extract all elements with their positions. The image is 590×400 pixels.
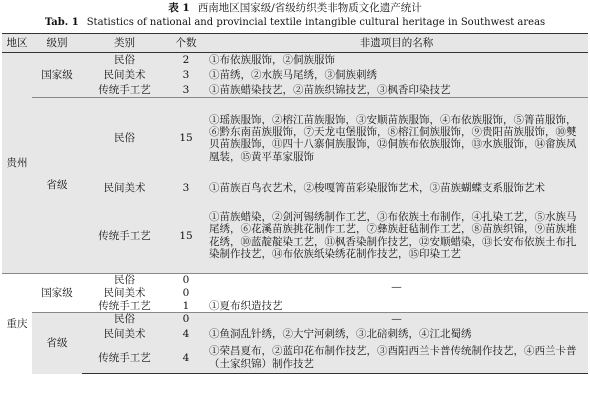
count-cell: 15	[179, 229, 193, 242]
count-cell: 3	[182, 182, 190, 195]
count-cell: 3	[182, 68, 190, 81]
items-cell: ①荣昌夏布，②蓝印花布制作技艺，③酉阳西兰卡普传统制作技艺，④西兰卡普（土家织锦）制作技艺	[205, 343, 588, 374]
count-cell: 0	[167, 274, 205, 287]
table-row	[2, 68, 588, 83]
table-row	[2, 98, 588, 179]
count-cell: 0	[167, 313, 205, 326]
header-level: 级别	[32, 34, 82, 53]
table-label-cn: 表 1	[168, 2, 190, 14]
count-cell: 1	[182, 299, 190, 312]
category-cell: 传统手工艺	[98, 229, 151, 242]
category-cell: 民间美术	[103, 286, 146, 299]
count-cell: 4	[167, 343, 205, 374]
header-category: 类别	[82, 34, 167, 53]
table-row	[2, 53, 588, 68]
level-cell-guizhou-provincial: 省级	[32, 98, 82, 274]
items-cell: ①夏布织造技艺	[209, 299, 283, 312]
count-cell: 4	[182, 327, 190, 340]
level-cell-chongqing-national: 国家级	[32, 274, 82, 313]
count-cell: 15	[167, 98, 205, 179]
category-cell: 民间美术	[103, 327, 146, 340]
items-cell: ①苗族百鸟衣艺术，②梭嘎箐苗彩染服饰艺术，③苗族蝴蝶支系服饰艺术	[209, 182, 545, 195]
header-count: 个数	[167, 34, 205, 53]
table-row	[2, 83, 588, 98]
table-row	[2, 326, 588, 343]
category-cell: 民俗	[82, 98, 167, 179]
table-row	[2, 199, 588, 274]
count-cell: 0	[182, 286, 190, 299]
header-row	[2, 34, 588, 53]
items-cell: ①鱼洞乱针绣，②大宁河刺绣，③北碚刺绣，④江北蜀绣	[209, 327, 472, 340]
table-label-en: Tab. 1	[44, 17, 79, 28]
category-cell: 民间美术	[103, 182, 146, 195]
category-cell: 传统手工艺	[98, 83, 151, 96]
table-title-cn: 西南地区国家级/省级纺织类非物质文化遗产统计	[197, 2, 422, 14]
items-cell: —	[205, 274, 588, 300]
table-caption-en	[0, 18, 590, 28]
table-row	[2, 179, 588, 199]
category-cell: 传统手工艺	[98, 299, 151, 312]
table-row	[2, 274, 588, 287]
level-cell-guizhou-national: 国家级	[32, 53, 82, 98]
items-cell: ①苗族蜡染，②剑河锡绣制作工艺，③布依族土布制作，④扎染工艺，⑤水族马尾绣，⑥花溪苗族挑花制作工艺，⑦彝族赶毡制作工艺，⑧苗族织锦，⑨苗族堆花绣，⑩蓝靛靛染工艺，⑪枫香染制作技艺，⑫安顺蜡染，⑬长安布依族土布扎染制作技艺，⑭布依族纸染绣花制作技艺，⑮印染工艺	[209, 211, 577, 261]
table-title-en: Statistics of national and provincial textile intangible cultural heritage in Southwest areas	[86, 17, 546, 28]
table-caption-cn	[0, 3, 590, 14]
count-cell: 3	[182, 83, 190, 96]
category-cell: 民俗	[82, 274, 167, 287]
items-cell: —	[205, 313, 588, 326]
count-cell: 2	[182, 54, 190, 67]
items-cell: ①苗绣，②水族马尾绣，③侗族刺绣	[209, 68, 377, 81]
category-cell: 传统手工艺	[82, 343, 167, 374]
table-row	[2, 300, 588, 313]
header-region: 地区	[2, 34, 32, 53]
category-cell: 民间美术	[103, 68, 146, 81]
category-cell: 民俗	[82, 313, 167, 326]
level-cell-chongqing-provincial: 省级	[32, 313, 82, 374]
table-row	[2, 343, 588, 374]
items-cell: ①瑶族服饰，②榕江苗族服饰，③安顺苗族服饰，④布依族服饰，⑤箐苗服饰，⑥黔东南苗族服饰，⑦天龙屯堡服饰，⑧榕江侗族服饰，⑨贵阳苗族服饰，⑩僰贝苗族服饰，⑪四十八寨侗族服饰，⑫侗族布依族服饰，⑬水族服饰，⑭畲族凤凰装，⑮黄平革家服饰	[205, 98, 588, 179]
category-cell: 民俗	[114, 54, 135, 67]
header-items: 非遗项目的名称	[205, 34, 588, 53]
heritage-table	[2, 33, 588, 374]
region-cell-guizhou: 贵州	[2, 53, 32, 274]
items-cell: ①布依族服饰，②侗族服饰	[209, 54, 335, 67]
items-cell: ①苗族蜡染技艺，②苗族织锦技艺，③枫香印染技艺	[209, 83, 451, 96]
table-row	[2, 313, 588, 326]
region-cell-chongqing: 重庆	[2, 274, 32, 374]
